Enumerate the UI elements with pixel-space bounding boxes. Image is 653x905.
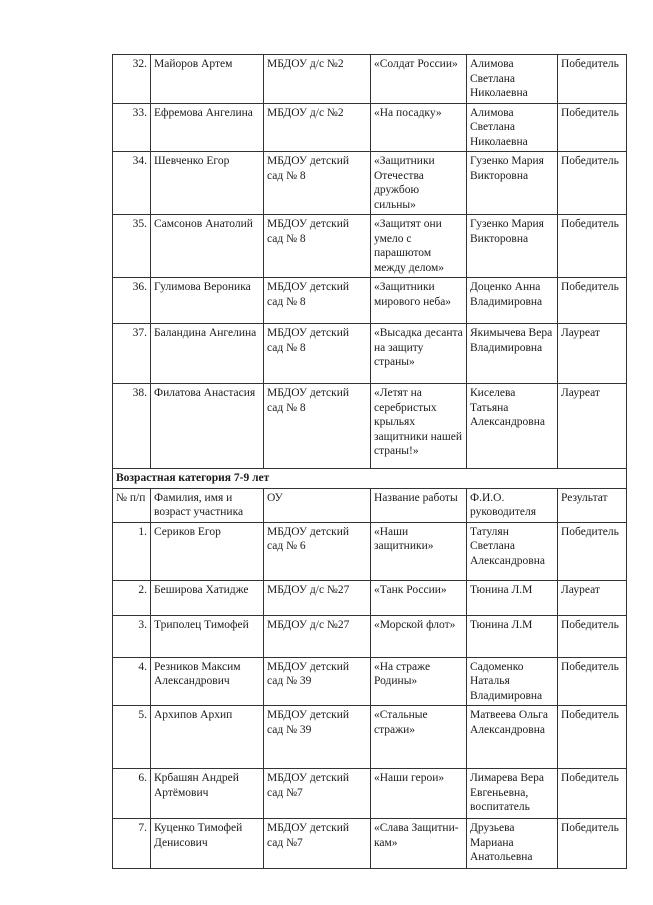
- cell-name: Архипов Архип: [151, 706, 264, 769]
- cell-leader: Доценко Анна Владимировна: [467, 278, 558, 324]
- header-num: № п/п: [113, 488, 151, 522]
- cell-num: 34.: [113, 152, 151, 215]
- cell-result: Победитель: [558, 819, 627, 869]
- cell-num: 1.: [113, 522, 151, 580]
- cell-work: «Танк России»: [371, 580, 467, 615]
- cell-name: Куценко Тимофей Денисович: [151, 819, 264, 869]
- table-row: [113, 215, 627, 278]
- cell-num: 33.: [113, 103, 151, 152]
- cell-org: МБДОУ д/с №2: [264, 55, 371, 104]
- table-row: [113, 769, 627, 819]
- table-row: [113, 819, 627, 869]
- cell-result: Победитель: [558, 152, 627, 215]
- cell-org: МБДОУ д/с №2: [264, 103, 371, 152]
- cell-num: 4.: [113, 657, 151, 706]
- table-row: [113, 580, 627, 615]
- table-row: [113, 522, 627, 580]
- cell-result: Лауреат: [558, 324, 627, 384]
- cell-org: МБДОУ д/с №27: [264, 580, 371, 615]
- table-row: [113, 55, 627, 104]
- cell-name: Майоров Артем: [151, 55, 264, 104]
- cell-org: МБДОУ детский сад №7: [264, 819, 371, 869]
- cell-num: 37.: [113, 324, 151, 384]
- cell-leader: Тюнина Л.М: [467, 580, 558, 615]
- results-table: [112, 54, 627, 869]
- cell-result: Лауреат: [558, 580, 627, 615]
- cell-work: «Наши защитники»: [371, 522, 467, 580]
- cell-name: Шевченко Егор: [151, 152, 264, 215]
- cell-leader: Друзьева Мариана Анатольевна: [467, 819, 558, 869]
- cell-work: «Морской флот»: [371, 615, 467, 657]
- category-row: [113, 469, 627, 489]
- cell-org: МБДОУ детский сад № 6: [264, 522, 371, 580]
- cell-result: Победитель: [558, 278, 627, 324]
- category-title: Возрастная категория 7-9 лет: [113, 469, 627, 489]
- cell-num: 35.: [113, 215, 151, 278]
- cell-num: 3.: [113, 615, 151, 657]
- table-row: [113, 324, 627, 384]
- cell-org: МБДОУ д/с №27: [264, 615, 371, 657]
- header-org: ОУ: [264, 488, 371, 522]
- cell-leader: Татулян Светлана Александровна: [467, 522, 558, 580]
- cell-name: Ефремова Ангелина: [151, 103, 264, 152]
- table-row: [113, 278, 627, 324]
- cell-result: Победитель: [558, 615, 627, 657]
- cell-num: 2.: [113, 580, 151, 615]
- cell-num: 36.: [113, 278, 151, 324]
- cell-result: Победитель: [558, 706, 627, 769]
- cell-org: МБДОУ детский сад № 8: [264, 152, 371, 215]
- table-row: [113, 384, 627, 469]
- cell-name: Сериков Егор: [151, 522, 264, 580]
- cell-work: «Защитят они умело с парашютом между делом»: [371, 215, 467, 278]
- cell-name: Резников Максим Александрович: [151, 657, 264, 706]
- cell-leader: Лимарева Вера Евгеньевна, воспитатель: [467, 769, 558, 819]
- cell-result: Лауреат: [558, 384, 627, 469]
- top-section: [113, 55, 627, 469]
- cell-name: Гулимова Вероника: [151, 278, 264, 324]
- header-result: Результат: [558, 488, 627, 522]
- cell-result: Победитель: [558, 522, 627, 580]
- table-row: [113, 615, 627, 657]
- cell-leader: Гузенко Мария Викторовна: [467, 152, 558, 215]
- cell-num: 6.: [113, 769, 151, 819]
- cell-result: Победитель: [558, 657, 627, 706]
- cell-work: «Наши герои»: [371, 769, 467, 819]
- cell-result: Победитель: [558, 215, 627, 278]
- cell-leader: Алимова Светлана Николаевна: [467, 103, 558, 152]
- cell-leader: Якимычева Вера Владимировна: [467, 324, 558, 384]
- cell-result: Победитель: [558, 769, 627, 819]
- cell-leader: Тюнина Л.М: [467, 615, 558, 657]
- table-row: [113, 152, 627, 215]
- cell-org: МБДОУ детский сад № 39: [264, 706, 371, 769]
- cell-org: МБДОУ детский сад № 8: [264, 278, 371, 324]
- cell-num: 32.: [113, 55, 151, 104]
- cell-work: «На посадку»: [371, 103, 467, 152]
- cell-num: 7.: [113, 819, 151, 869]
- header-name: Фамилия, имя и возраст участника: [151, 488, 264, 522]
- header-leader: Ф.И.О. руководителя: [467, 488, 558, 522]
- table-row: [113, 706, 627, 769]
- cell-leader: Матвеева Ольга Александровна: [467, 706, 558, 769]
- cell-leader: Алимова Светлана Николаевна: [467, 55, 558, 104]
- category-section: [113, 469, 627, 523]
- cell-name: Филатова Анастасия: [151, 384, 264, 469]
- cell-name: Крбашян Андрей Артёмович: [151, 769, 264, 819]
- cell-org: МБДОУ детский сад № 8: [264, 324, 371, 384]
- cell-org: МБДОУ детский сад № 39: [264, 657, 371, 706]
- cell-work: «Высадка десанта на защиту страны»: [371, 324, 467, 384]
- cell-name: Триполец Тимофей: [151, 615, 264, 657]
- cell-work: «Солдат России»: [371, 55, 467, 104]
- cell-org: МБДОУ детский сад №7: [264, 769, 371, 819]
- cell-leader: Садоменко Наталья Владимировна: [467, 657, 558, 706]
- cell-num: 5.: [113, 706, 151, 769]
- cell-result: Победитель: [558, 55, 627, 104]
- cell-num: 38.: [113, 384, 151, 469]
- cell-work: «Защитники Отечества дружбою сильны»: [371, 152, 467, 215]
- cell-work: «На страже Родины»: [371, 657, 467, 706]
- cell-leader: Гузенко Мария Викторовна: [467, 215, 558, 278]
- cell-name: Беширова Хатидже: [151, 580, 264, 615]
- cell-leader: Киселева Татьяна Александровна: [467, 384, 558, 469]
- cell-org: МБДОУ детский сад № 8: [264, 215, 371, 278]
- cell-work: «Летят на серебристых крыльях защитники нашей страны!»: [371, 384, 467, 469]
- cell-work: «Слава Защитни-кам»: [371, 819, 467, 869]
- table-row: [113, 657, 627, 706]
- header-work: Название работы: [371, 488, 467, 522]
- cell-work: «Защитники мирового неба»: [371, 278, 467, 324]
- cell-org: МБДОУ детский сад № 8: [264, 384, 371, 469]
- cell-name: Самсонов Анатолий: [151, 215, 264, 278]
- table-row: [113, 103, 627, 152]
- cell-work: «Стальные стражи»: [371, 706, 467, 769]
- bottom-section: [113, 522, 627, 869]
- header-row: [113, 488, 627, 522]
- cell-name: Баландина Ангелина: [151, 324, 264, 384]
- cell-result: Победитель: [558, 103, 627, 152]
